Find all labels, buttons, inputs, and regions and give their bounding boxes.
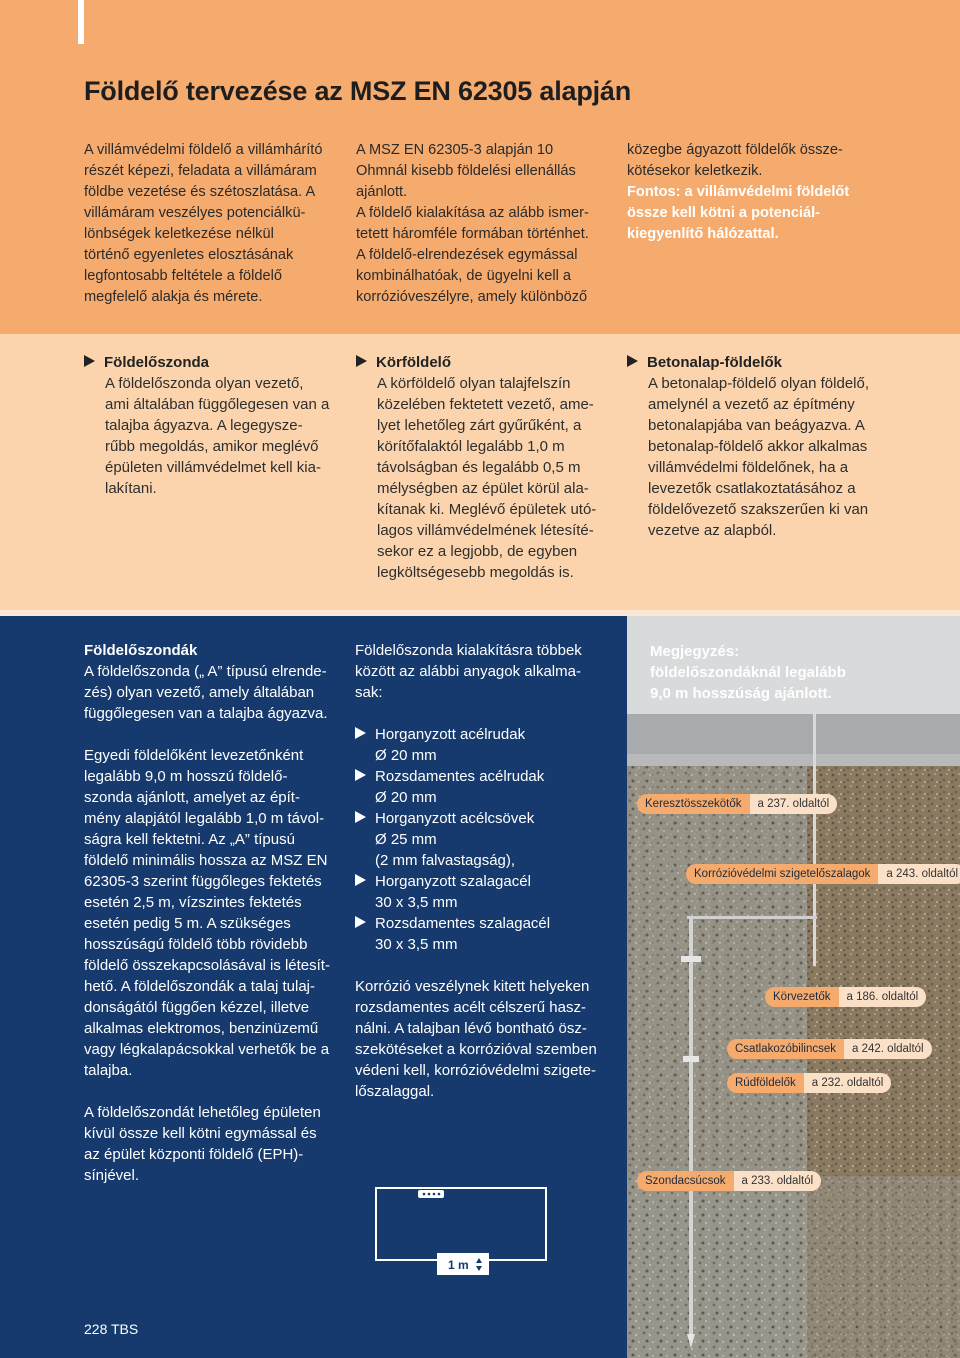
note-line: 9,0 m hosszúság ajánlott.	[650, 685, 832, 702]
material-detail: Ø 20 mm	[375, 789, 437, 806]
type-line: közelében fektetett vezető, ame-	[377, 396, 594, 413]
body-line: legalább 9,0 m hosszú földelő-	[84, 768, 288, 785]
label-cross-connectors[interactable]: Keresztösszekötők a 237. oldaltól	[637, 794, 837, 814]
triangle-bullet-icon	[84, 355, 95, 367]
materials-text	[355, 640, 597, 1102]
body-line: kívül össze kell kötni egymással és	[84, 1125, 317, 1142]
type-line: lakítani.	[105, 480, 157, 497]
page-title: Földelő tervezése az MSZ EN 62305 alapján	[84, 76, 632, 106]
intro-column-2	[356, 140, 589, 308]
body-line: földelő minimális hossza az MSZ EN	[84, 852, 328, 869]
body-line: sak:	[355, 684, 383, 701]
ground-rods-text	[84, 640, 330, 1186]
body-line: védeni kell, korrózióvédelmi szigete-	[355, 1062, 596, 1079]
type-line: levezetők csatlakoztatásához a	[648, 480, 856, 497]
body-line: A földelőszonda („ A” típusú elrende-	[84, 663, 327, 680]
body-line: talajba.	[84, 1062, 133, 1079]
body-line: alkalmas elektromos, benzinüzemű	[84, 1020, 319, 1037]
intro-line: tetett háromféle formában történhet.	[356, 226, 589, 242]
intro-line: A földelő-elrendezések egymással	[356, 247, 578, 263]
intro-line: megfelelő alakja és mérete.	[84, 289, 263, 305]
note-line: földelőszondáknál legalább	[650, 664, 846, 681]
body-line: lőszalaggal.	[355, 1083, 435, 1100]
label-connection-clamps[interactable]: Csatlakozóbilincsek a 242. oldaltól	[727, 1039, 932, 1059]
intro-column-1	[84, 140, 322, 308]
type-line: talajba ágyazva. A legegysze-	[105, 417, 303, 434]
header-accent-bar	[78, 0, 84, 44]
type-line: A földelőszonda olyan vezető,	[105, 375, 304, 392]
intro-line: A földelő kialakítása az alább ismer-	[356, 205, 589, 221]
type-line: lyet lehetőleg zárt gyűrűként, a	[377, 417, 582, 434]
material-item: Rozsdamentes szalagacél	[355, 913, 597, 934]
triangle-bullet-icon	[627, 355, 638, 367]
type-line: A betonalap-földelő olyan földelő,	[648, 375, 870, 392]
type-line: vezetve az alapból.	[648, 522, 777, 539]
type-line: ami általában függőlegesen van a	[105, 396, 330, 413]
type-heading: Betonalap-földelők	[647, 354, 783, 371]
triangle-bullet-icon	[355, 769, 366, 781]
type-line: rűbb megoldás, amikor meglévő	[105, 438, 319, 455]
intro-line: ajánlott.	[356, 184, 408, 200]
body-line: Egyedi földelőként levezetőnként	[84, 747, 304, 764]
material-item: Rozsdamentes acélrudak	[355, 766, 597, 787]
type-line: betonalapjába van beágyazva. A	[648, 417, 865, 434]
body-line: szonda ajánlott, amelyet az épít-	[84, 789, 300, 806]
body-line: hető. A földelőszondák a talaj tulaj-	[84, 978, 315, 995]
body-line: szekötéseket a korrózióval szemben	[355, 1041, 597, 1058]
type-line: kítanak ki. Meglévő épületek utó-	[377, 501, 597, 518]
intro-line: korrózióveszélyre, amely különböző	[356, 289, 588, 305]
type-ground-rod	[84, 352, 329, 499]
body-line: függőlegesen van a talajba ágyazva.	[84, 705, 328, 722]
body-line: esetén pedig 5 m. A szükséges	[84, 915, 291, 932]
intro-line: részét képezi, feladata a villámáram	[84, 163, 317, 179]
intro-line: kombinálhatóak, de ügyelni kell a	[356, 268, 571, 284]
connection-clamp	[681, 956, 701, 962]
body-line: ságra kell fektetni. Az „A” típusú	[84, 831, 295, 848]
intro-line: A villámvédelmi földelő a villámhárító	[84, 142, 323, 158]
body-line: vagy légkalapácsokkal verhetők be a	[84, 1041, 330, 1058]
important-note-line: kiegyenlítő hálózattal.	[627, 226, 779, 242]
scale-label: 1 m	[448, 1258, 469, 1272]
intro-line: villámáram veszélyes potenciálkü-	[84, 205, 306, 221]
type-line: legköltségesebb megoldás is.	[377, 564, 574, 581]
body-line: 62305-3 szerint függőleges fektetés	[84, 873, 322, 890]
material-detail: Ø 20 mm	[375, 747, 437, 764]
type-line: épületen villámvédelmet kell kia-	[105, 459, 321, 476]
note-heading: Megjegyzés:	[650, 643, 740, 660]
type-line: távolságban és legalább 0,5 m	[377, 459, 581, 476]
body-line: földelő összekapcsolásával is létesít-	[84, 957, 330, 974]
type-line: lagos villámvédelmének létesíté-	[377, 522, 594, 539]
type-heading: Körföldelő	[376, 354, 451, 371]
triangle-bullet-icon	[355, 811, 366, 823]
important-note-line: össze kell kötni a potenciál-	[627, 205, 821, 221]
intro-line: kötésekor keletkezik.	[627, 163, 763, 179]
important-note-line: Fontos: a villámvédelmi földelőt	[627, 184, 850, 200]
type-heading: Földelőszonda	[104, 354, 209, 371]
type-foundation-earth	[627, 352, 869, 541]
material-detail: (2 mm falvastagság),	[375, 852, 516, 869]
material-item: Horganyzott szalagacél	[355, 871, 597, 892]
note-box	[650, 641, 846, 704]
intro-column-3	[627, 140, 849, 245]
label-anticorrosion-tapes[interactable]: Korrózióvédelmi szigetelőszalagok a 243. oldaltól	[686, 864, 960, 884]
triangle-bullet-icon	[355, 727, 366, 739]
intro-line: történő egyenletes elosztásának	[84, 247, 294, 263]
material-detail: 30 x 3,5 mm	[375, 894, 458, 911]
ring-conductor	[687, 916, 817, 919]
body-line: A földelőszondát lehetőleg épületen	[84, 1104, 321, 1121]
intro-line: földbe vezetése és szétoszlatása. A	[84, 184, 316, 200]
body-line: között az alábbi anyagok alkalma-	[355, 663, 581, 680]
label-ring-conductors[interactable]: Körvezetők a 186. oldaltól	[765, 987, 926, 1007]
triangle-bullet-icon	[355, 874, 366, 886]
body-line: donságától függően kézzel, illetve	[84, 999, 310, 1016]
material-item: Horganyzott acélrudak	[355, 724, 597, 745]
body-line: rozsdamentes acélt célszerű hasz-	[355, 999, 586, 1016]
type-line: betonalap-földelő akkor alkalmas	[648, 438, 868, 455]
page-footer: 228 TBS	[84, 1321, 139, 1337]
triangle-bullet-icon	[356, 355, 367, 367]
body-line: mény alapjától legalább 1,0 m távol-	[84, 810, 325, 827]
type-line: amelynél a vezető az építmény	[648, 396, 855, 413]
body-line: Földelőszonda kialakításra többek	[355, 642, 582, 659]
label-rod-tips[interactable]: Szondacsúcsok a 233. oldaltól	[637, 1171, 821, 1191]
material-detail: Ø 25 mm	[375, 831, 437, 848]
body-line: sínjével.	[84, 1167, 140, 1184]
intro-line: Ohmnál kisebb földelési ellenállás	[356, 163, 576, 179]
body-line: az épület központi földelő (EPH)-	[84, 1146, 304, 1163]
section-heading: Földelőszondák	[84, 642, 198, 659]
type-line: villámvédelmi földelőnek, ha a	[648, 459, 849, 476]
body-line: Korrózió veszélynek kitett helyeken	[355, 978, 590, 995]
body-line: nálni. A talajban lévő bontható ösz-	[355, 1020, 587, 1037]
type-line: földelővezető szakszerűen ki van	[648, 501, 869, 518]
intro-line: legfontosabb feltétele a földelő	[84, 268, 282, 284]
type-line: A körföldelő olyan talajfelszín	[377, 375, 571, 392]
type-line: sekor ez a legjobb, de egyben	[377, 543, 578, 560]
material-item: Horganyzott acélcsövek	[355, 808, 597, 829]
type-line: mélységben az épület körül ala-	[377, 480, 589, 497]
triangle-bullet-icon	[355, 916, 366, 928]
intro-line: közegbe ágyazott földelők össze-	[627, 142, 843, 158]
intro-line: A MSZ EN 62305-3 alapján 10	[356, 142, 554, 158]
ground-rod	[689, 916, 693, 1336]
building-outline	[376, 1188, 546, 1260]
type-ring-earth	[356, 352, 596, 583]
body-line: zés) olyan vezető, amely általában	[84, 684, 315, 701]
type-line: körítőfalaktól legalább 1,0 m	[377, 438, 565, 455]
body-line: hosszúságú földelő több rövidebb	[84, 936, 308, 953]
body-line: esetén 2,5 m, vízszintes fektetés	[84, 894, 302, 911]
material-detail: 30 x 3,5 mm	[375, 936, 458, 953]
materials-list	[355, 724, 597, 955]
label-rod-earth-electrodes[interactable]: Rúdföldelők a 232. oldaltól	[727, 1073, 891, 1093]
intro-line: lönbségek keletkezése nélkül	[84, 226, 274, 242]
